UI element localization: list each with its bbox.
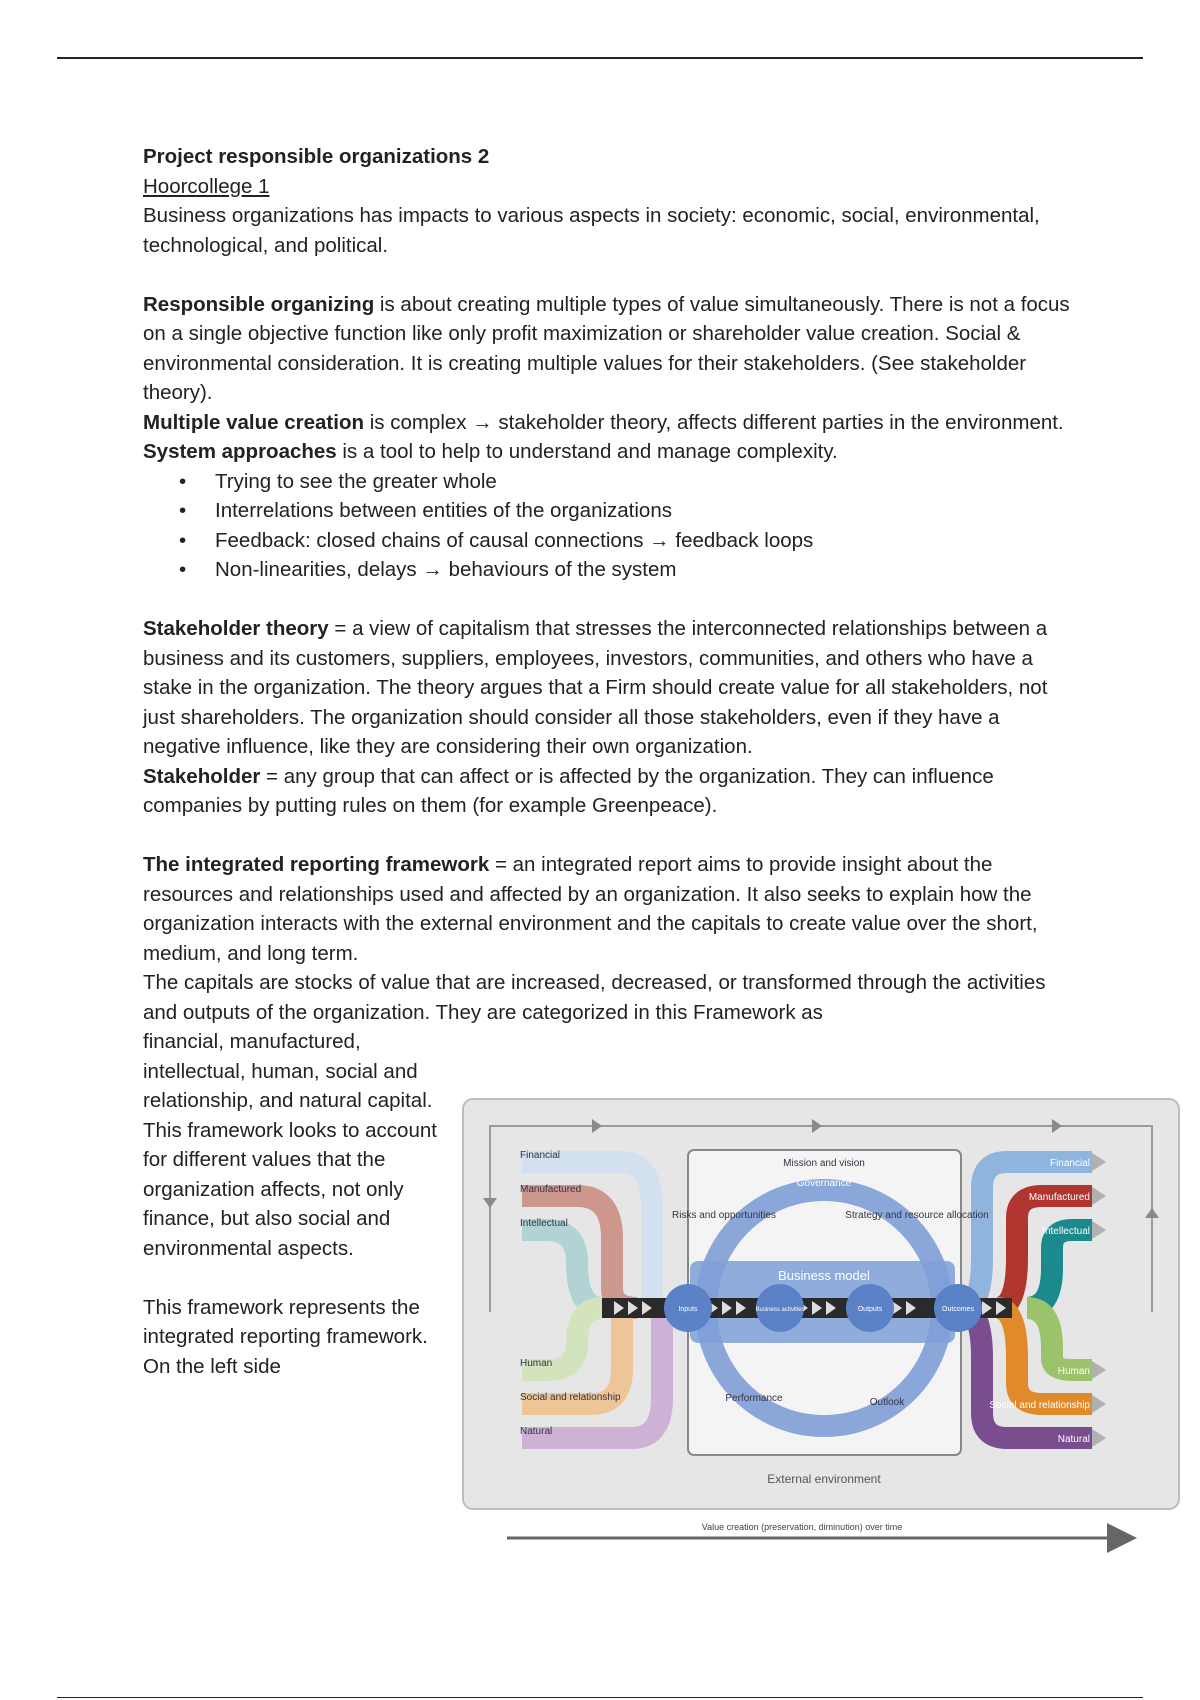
irf-paragraph: [143, 850, 1073, 968]
term: Multiple value creation: [143, 410, 364, 434]
term: Responsible organizing: [143, 292, 375, 316]
capitals-paragraph: The capitals are stocks of value that are increased, decreased, or transformed through the activities and outputs of the organization. They are categorized in this Framework as: [143, 971, 1046, 1024]
definition: is complex → stakeholder theory, affects different parties in the environment.: [364, 410, 1064, 434]
right-manufactured-label: Manufactured: [1028, 1192, 1090, 1203]
outputs-label: Outputs: [857, 1306, 883, 1313]
term: The integrated reporting framework: [143, 853, 490, 876]
outcomes-label: Outcomes: [942, 1306, 974, 1313]
definition: is about creating multiple types of value simultaneously. There is not a focus on a single objective function like only profit maximization or shareholder value creation. Social & environmental consideration. It is creating multiple values for their stakeholders. (See stakeholder theory).: [143, 292, 1070, 404]
definition: is a tool to help to understand and manage complexity.: [336, 440, 838, 463]
risks-label: Risks and opportunities: [672, 1210, 776, 1221]
right-intellectual-label: Intellectual: [1042, 1226, 1090, 1237]
framework-represents-paragraph: This framework represents the integrated reporting framework. On the left side: [143, 1295, 428, 1378]
term: Stakeholder: [143, 764, 261, 788]
performance-label: Performance: [725, 1393, 783, 1404]
business-model-label: Business model: [778, 1268, 870, 1283]
capitals-list-paragraph: financial, manufactured, intellectual, human, social and relationship, and natural capital.: [143, 1030, 433, 1112]
list-item: • Trying to see the greater whole: [215, 467, 1073, 497]
bullet-list: [143, 467, 1073, 585]
governance-label: Governance: [796, 1178, 852, 1189]
definition: = a view of capitalism that stresses the interconnected relationships between a business and its customers, suppliers, employees, investors, communities, and others who have a stake in the organization. The theory argues that a Firm should create value for all stakeholders, not just shareholders. The organization should consider all those stakeholders, even if they have a negative influence, like they are considering their own organization.: [143, 617, 1048, 758]
right-natural-label: Natural: [1057, 1434, 1090, 1445]
system-approaches-paragraph: [143, 437, 1073, 467]
document-subtitle: Hoorcollege 1: [143, 174, 270, 198]
framework-values-paragraph: This framework looks to account for different values that the organization affects, not only finance, but also social and environmental aspects.: [143, 1118, 437, 1260]
left-financial-label: Financial: [520, 1150, 561, 1161]
term: Stakeholder theory: [143, 617, 329, 640]
wrapped-text: [143, 1027, 438, 1381]
bottom-rule: [57, 1697, 1143, 1698]
left-human-label: Human: [520, 1358, 553, 1369]
list-item: • Non-linearities, delays → behaviours of the system: [215, 555, 1073, 585]
right-human-label: Human: [1057, 1366, 1090, 1377]
stakeholder-paragraph: [143, 762, 1073, 821]
top-rule: [57, 57, 1143, 59]
inputs-label: Inputs: [678, 1306, 698, 1313]
right-social-label: Social and relationship: [989, 1400, 1090, 1411]
stakeholder-theory-paragraph: [143, 614, 1073, 762]
term: System approaches: [143, 440, 337, 463]
left-social-label: Social and relationship: [520, 1392, 621, 1403]
multiple-value-paragraph: [143, 408, 1073, 438]
external-environment-label: External environment: [767, 1472, 881, 1486]
activities-label: Business activities: [755, 1307, 805, 1313]
mission-label: Mission and vision: [783, 1158, 865, 1169]
document-title: Project responsible organizations 2: [143, 145, 490, 168]
definition: = any group that can affect or is affected by the organization. They can influence companies by putting rules on them (for example Greenpeace).: [143, 764, 994, 817]
responsible-paragraph: [143, 290, 1073, 408]
intro-paragraph: Business organizations has impacts to various aspects in society: economic, social, environmental, technological, and political.: [143, 204, 1040, 257]
integrated-reporting-diagram: [462, 1098, 1180, 1553]
diagram-svg: [462, 1098, 1180, 1553]
left-natural-label: Natural: [520, 1426, 553, 1437]
strategy-label: Strategy and resource allocation: [845, 1210, 989, 1221]
right-financial-label: Financial: [1049, 1158, 1090, 1169]
left-intellectual-label: Intellectual: [520, 1218, 568, 1229]
definition: = an integrated report aims to provide insight about the resources and relationships used and affected by an organization. It also seeks to explain how the organization interacts with the external environment and the capitals to create value over the short, medium, and long term.: [143, 853, 1038, 965]
outlook-label: Outlook: [869, 1397, 905, 1408]
list-item: • Interrelations between entities of the organizations: [215, 496, 1073, 526]
left-manufactured-label: Manufactured: [520, 1184, 582, 1195]
list-item: • Feedback: closed chains of causal connections → feedback loops: [215, 526, 1073, 556]
value-axis-label: Value creation (preservation, diminution) over time: [701, 1522, 903, 1532]
